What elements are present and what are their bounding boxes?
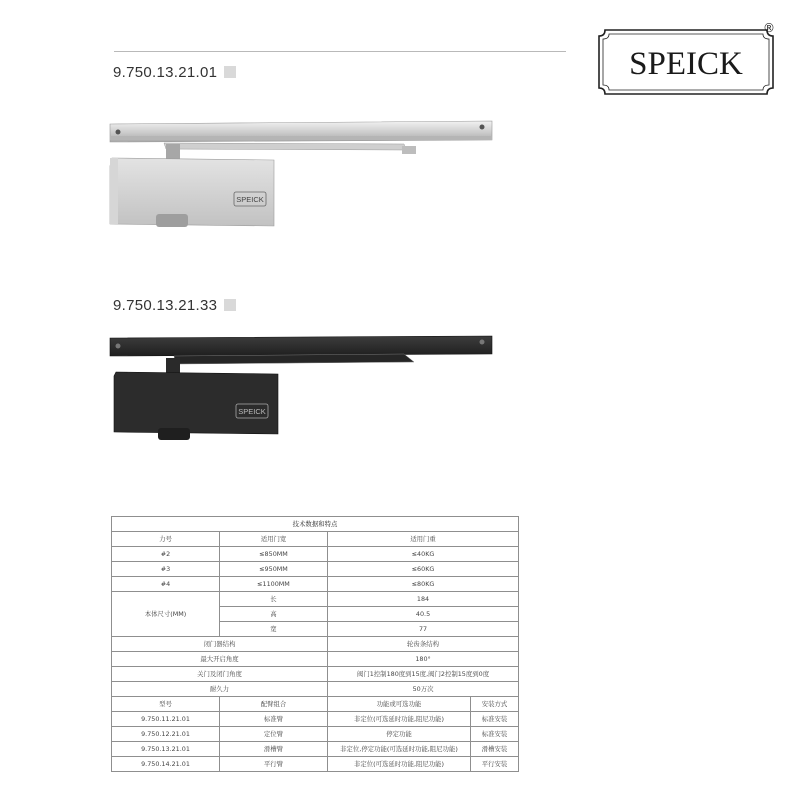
technical-data-table (111, 516, 519, 772)
table-cell: 高 (220, 607, 328, 622)
table-cell: 闭门器结构 (112, 637, 328, 652)
table-title: 技术数据和特点 (112, 517, 519, 532)
table-row (112, 682, 519, 697)
closer-body-label: SPEICK (238, 407, 266, 416)
table-cell: 40.5 (328, 607, 519, 622)
table-header-row (112, 532, 519, 547)
table-cell: #3 (112, 562, 220, 577)
table-cell: 停定功能 (328, 727, 471, 742)
model-marker-square (224, 299, 236, 311)
table-cell: ≤60KG (328, 562, 519, 577)
header-cell: 配臂组合 (220, 697, 328, 712)
table-row (112, 652, 519, 667)
table-cell: 标准安装 (471, 727, 519, 742)
table-cell: 9.750.11.21.01 (112, 712, 220, 727)
table-row (112, 637, 519, 652)
table-cell: 滑槽安装 (471, 742, 519, 757)
table-cell: 定位臂 (220, 727, 328, 742)
table-cell: ≤850MM (220, 547, 328, 562)
table-row (112, 667, 519, 682)
table-cell: 非定位,停定功能(可选延时功能,阻尼功能) (328, 742, 471, 757)
table-row (112, 757, 519, 772)
door-closer-black (104, 334, 504, 448)
table-cell: ≤40KG (328, 547, 519, 562)
model-header-row (112, 697, 519, 712)
table-cell: ≤950MM (220, 562, 328, 577)
table-cell: 宽 (220, 622, 328, 637)
table-title-row (112, 517, 519, 532)
table-cell: ≤1100MM (220, 577, 328, 592)
table-row (112, 727, 519, 742)
header-cell: 型号 (112, 697, 220, 712)
table-row (112, 547, 519, 562)
table-cell: 平行臂 (220, 757, 328, 772)
table-cell: 耐久力 (112, 682, 328, 697)
table-cell: 最大开启角度 (112, 652, 328, 667)
logo-text: SPEICK (629, 46, 743, 82)
product-model-1 (113, 64, 236, 81)
table-row (112, 577, 519, 592)
table-cell: 9.750.14.21.01 (112, 757, 220, 772)
header-cell: 力号 (112, 532, 220, 547)
product-model-2-text: 9.750.13.21.33 (113, 297, 218, 314)
product-model-2 (113, 297, 236, 314)
table-row (112, 712, 519, 727)
table-cell: 9.750.12.21.01 (112, 727, 220, 742)
dimension-label: 本体尺寸(MM) (112, 592, 220, 637)
table-cell: 77 (328, 622, 519, 637)
table-cell: 长 (220, 592, 328, 607)
table-row (112, 562, 519, 577)
model-marker-square (224, 66, 236, 78)
speick-logo (597, 28, 775, 96)
header-rule (114, 51, 566, 52)
table-cell: 非定位(可选延时功能,阻尼功能) (328, 712, 471, 727)
table-cell: 滑槽臂 (220, 742, 328, 757)
table-cell: #4 (112, 577, 220, 592)
table-cell: 9.750.13.21.01 (112, 742, 220, 757)
table-cell: 轮齿条结构 (328, 637, 519, 652)
registered-mark: ® (763, 21, 775, 35)
door-closer-silver (104, 118, 504, 237)
table-cell: 180° (328, 652, 519, 667)
closer-body-label: SPEICK (236, 195, 264, 204)
header-cell: 功能或可选功能 (328, 697, 471, 712)
table-cell: 标准安装 (471, 712, 519, 727)
header-cell: 安装方式 (471, 697, 519, 712)
header-cell: 适用门重 (328, 532, 519, 547)
table-cell: 184 (328, 592, 519, 607)
table-cell: 50万次 (328, 682, 519, 697)
table-cell: ≤80KG (328, 577, 519, 592)
table-cell: 平行安装 (471, 757, 519, 772)
table-cell: 标准臂 (220, 712, 328, 727)
product-model-1-text: 9.750.13.21.01 (113, 64, 218, 81)
table-row (112, 592, 519, 607)
table-cell: 阀门1控制180度到15度,阀门2控制15度到0度 (328, 667, 519, 682)
table-cell: #2 (112, 547, 220, 562)
table-cell: 非定位(可选延时功能,阻尼功能) (328, 757, 471, 772)
table-row (112, 742, 519, 757)
header-cell: 适用门宽 (220, 532, 328, 547)
table-cell: 关门及闭门角度 (112, 667, 328, 682)
